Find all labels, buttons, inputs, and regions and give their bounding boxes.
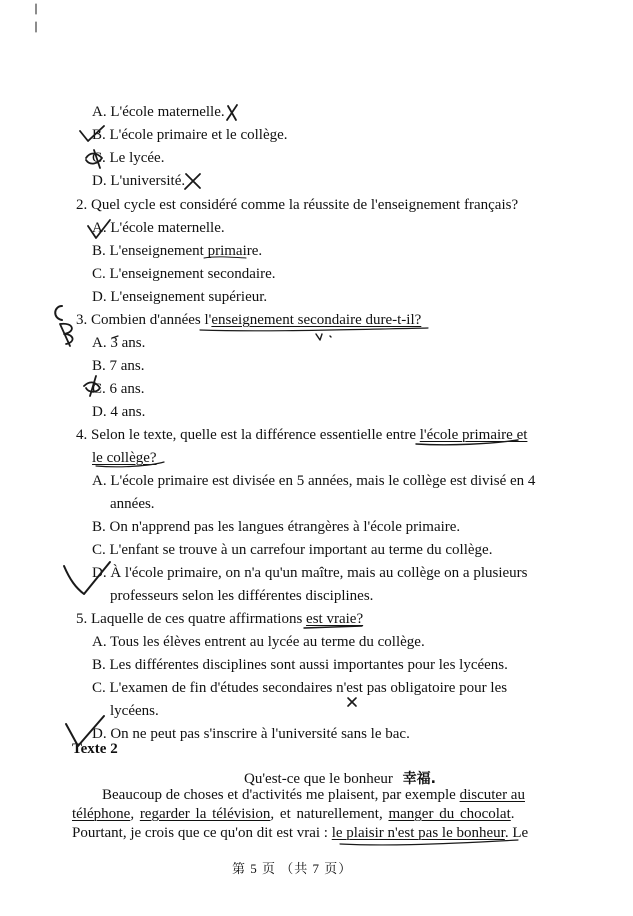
- cross-mark: [348, 698, 356, 706]
- q4-option-c: C. L'enfant se trouve à un carrefour important au terme du collège.: [92, 542, 493, 558]
- q1-option-c: C. Le lycée.: [92, 150, 165, 166]
- p1-underlined: discuter au: [459, 787, 525, 803]
- q3-question: [76, 312, 421, 329]
- q1-option-d: D. L'université.: [92, 173, 186, 189]
- q5-option-b: B. Les différentes disciplines sont aussi importantes pour les lycéens.: [92, 657, 508, 673]
- texte2-title: [244, 768, 436, 788]
- q2-option-c: C. L'enseignement secondaire.: [92, 266, 276, 282]
- q3-question-underlined: enseignement secondaire dure-t-il?: [211, 312, 422, 328]
- cross-mark: [227, 105, 237, 120]
- q1-option-b: B. L'école primaire et le collège.: [92, 127, 288, 143]
- q5-option-a: A. Tous les élèves entrent au lycée au terme du collège.: [92, 634, 425, 650]
- q3-option-d: D. 4 ans.: [92, 404, 146, 420]
- p2-underlined-3: manger du chocolat: [388, 806, 511, 822]
- q3-option-a: A. 3 ans.: [92, 335, 146, 351]
- q4-option-a-line2: années.: [110, 496, 155, 512]
- texte2-paragraph-line1: [102, 787, 525, 804]
- q2-question: 2. Quel cycle est considéré comme la réussite de l'enseignement français?: [76, 197, 519, 213]
- q4-option-a-line1: A. L'école primaire est divisée en 5 années, mais le collège est divisé en 4: [92, 473, 536, 489]
- q4-question-line2: le collège?: [92, 450, 157, 466]
- page-footer: 第 5 页 （共 7 页）: [232, 861, 353, 876]
- q1-option-a: A. L'école maternelle.: [92, 104, 225, 120]
- q5-question-underlined: est vraie?: [306, 611, 364, 627]
- q4-option-d-line1: D. À l'école primaire, on n'a qu'un maître, mais au collège on a plusieurs: [92, 565, 528, 581]
- p1-text: Beaucoup de choses et d'activités me plaisent, par exemple: [102, 787, 460, 803]
- q4-option-b: B. On n'apprend pas les langues étrangères à l'école primaire.: [92, 519, 461, 535]
- q2-option-b: B. L'enseignement primaire.: [92, 243, 263, 259]
- p3-text-b: . Le: [504, 825, 529, 841]
- q2-option-a: A. L'école maternelle.: [92, 220, 225, 236]
- q4-option-d-line2: professeurs selon les différentes disciplines.: [110, 588, 374, 604]
- cross-mark: [185, 174, 200, 189]
- q3-option-c: C. 6 ans.: [92, 381, 145, 397]
- q3-option-b: B. 7 ans.: [92, 358, 145, 374]
- pen-mark: [316, 334, 331, 340]
- q5-option-d: D. On ne peut pas s'inscrire à l'université sans le bac.: [92, 726, 410, 742]
- texte2-paragraph-line2: [72, 806, 515, 823]
- p2-text-d: .: [510, 806, 515, 822]
- p3-underlined: le plaisir n'est pas le bonheur: [331, 825, 505, 841]
- q4-question-prefix: 4. Selon le texte, quelle est la différence essentielle entre: [76, 427, 420, 443]
- q5-option-c-line2: lycéens.: [110, 703, 159, 719]
- p2-text-c: , et naturellement,: [270, 806, 389, 822]
- texte2-title-annotation: 幸福.: [402, 771, 436, 787]
- q3-question-prefix: 3. Combien d'années l': [76, 312, 212, 328]
- q5-question: [76, 611, 363, 628]
- q4-question-underlined: l'école primaire et: [419, 427, 528, 443]
- texte2-paragraph-line3: [72, 825, 528, 842]
- margin-letter-b: [60, 324, 73, 346]
- texte2-heading: Texte 2: [72, 741, 118, 757]
- margin-letter-c: [55, 306, 62, 320]
- q5-option-c-line1: C. L'examen de fin d'études secondaires n'est pas obligatoire pour les: [92, 680, 508, 696]
- p2-underlined-1: téléphone: [72, 806, 131, 822]
- q2-option-d: D. L'enseignement supérieur.: [92, 289, 268, 305]
- texte2-title-text: Qu'est-ce que le bonheur: [244, 771, 393, 787]
- q5-question-prefix: 5. Laquelle de ces quatre affirmations: [76, 611, 307, 627]
- p3-text-a: Pourtant, je crois que ce qu'on dit est vrai :: [72, 825, 332, 841]
- p2-underlined-2: regarder la télévision: [139, 806, 271, 822]
- p2-text-b: ,: [130, 806, 140, 822]
- q4-question-line1: [76, 427, 527, 444]
